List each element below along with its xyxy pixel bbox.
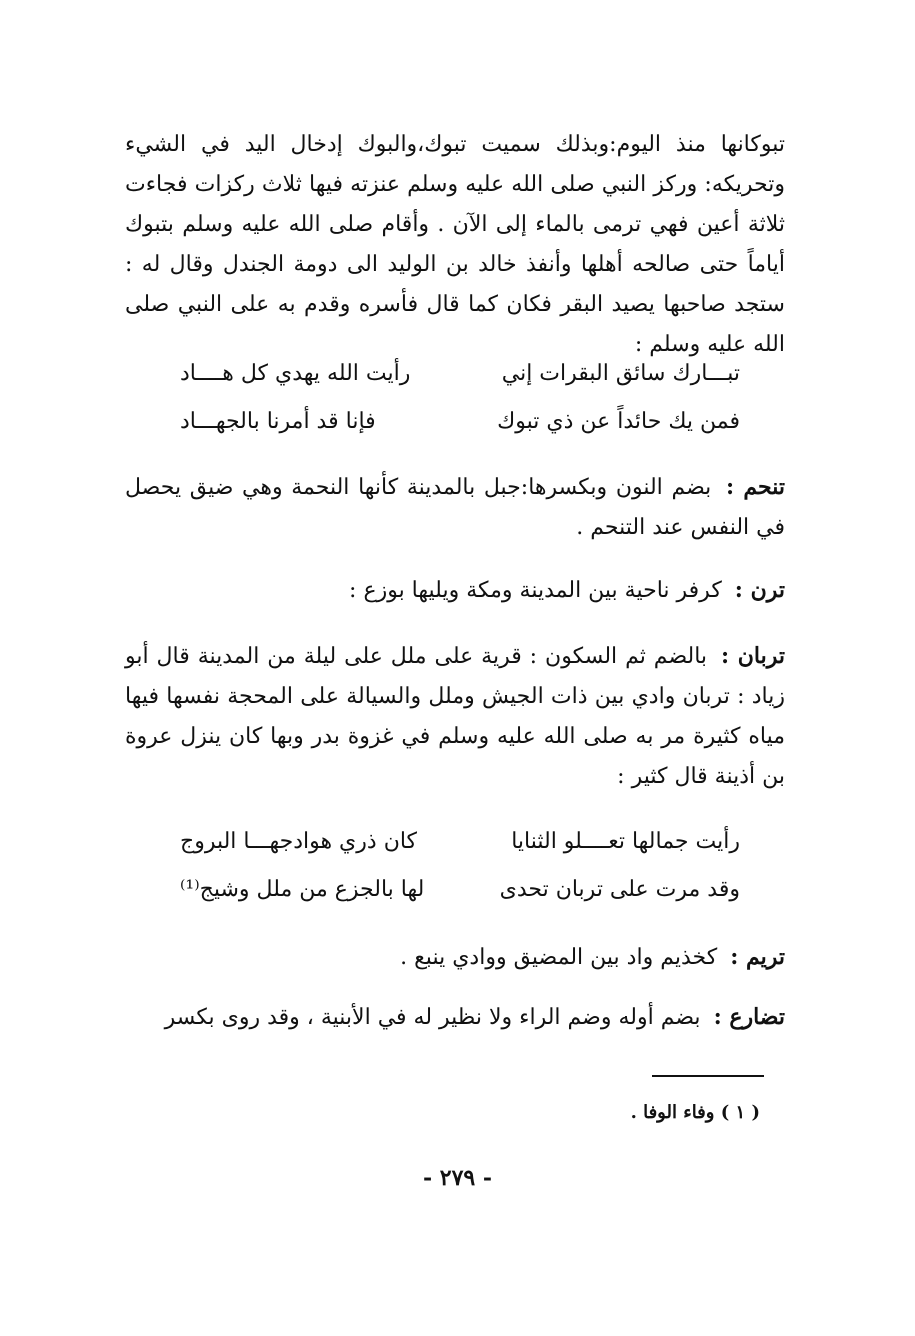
- verse-hemistich-first: فمن يك حائداً عن ذي تبوك: [497, 409, 740, 434]
- paragraph-text: بالضم ثم السكون : قرية على ملل على ليلة من المدينة قال أبو زياد : تربان وادي بين ذات الجيش وملل والسيالة على المحجة نفسها فيها مياه كثيرة مر به صلى الله عليه وسلم في غزوة بدر وبها كان ينزل عروة بن أذينة قال كثير :: [125, 644, 785, 789]
- paragraph-text: تبوكانها منذ اليوم:وبذلك سميت تبوك،والبوك إدخال اليد في الشيء وتحريكه: وركز النبي صلى الله عليه وسلم عنزته فيها ثلاث ركزات فجاءت ثلاثة أعين فهي ترمى بالماء إلى الآن . وأقام صلى الله عليه وسلم بتبوك أياماً حتى صالحه أهلها وأنفذ خالد بن الوليد الى دومة الجندل وقال له : ستجد صاحبها يصيد البقر فكان كما قال فأسره وقدم به على النبي صلى الله عليه وسلم :: [125, 132, 785, 357]
- paragraph-tabuk: [125, 125, 785, 365]
- verse-line-2: [180, 400, 740, 444]
- footnote: ( ١ ) وفاء الوفا .: [630, 1102, 760, 1123]
- paragraph-tanhum: [125, 467, 785, 548]
- paragraph-text: كرفر ناحية بين المدينة ومكة ويليها بوزع :: [349, 578, 722, 603]
- entry-term: تريم :: [730, 944, 785, 970]
- paragraph-text: بضم النون وبكسرها:جبل بالمدينة كأنها النحمة وهي ضيق يحصل في النفس عند التنحم .: [125, 475, 785, 540]
- paragraph-text: بضم أوله وضم الراء ولا نظير له في الأبنية ، وقد روى بكسر: [164, 1005, 701, 1030]
- verse-line-3: [180, 820, 740, 864]
- paragraph-text: كخذيم واد بين المضيق ووادي ينبع .: [400, 945, 718, 970]
- verse-hemistich-first: تبـــارك سائق البقرات إني: [501, 361, 740, 386]
- footnote-divider: [652, 1075, 764, 1077]
- verse-hemistich-second: رأيت الله يهدي كل هــــاد: [180, 361, 411, 386]
- verse-hemistich-second: كان ذري هوادجهـــا البروج: [180, 829, 418, 854]
- verse-line-1: [180, 352, 740, 396]
- entry-term: تربان :: [721, 643, 785, 669]
- verse-hemistich-second: لها بالجزع من ملل وشيج⁽¹⁾: [180, 877, 425, 902]
- entry-term: تضارع :: [713, 1004, 785, 1030]
- paragraph-tadari: [125, 997, 785, 1038]
- paragraph-tarim: [125, 937, 785, 978]
- paragraph-turban: [125, 636, 785, 797]
- entry-term: ترن :: [734, 577, 785, 603]
- verse-hemistich-first: وقد مرت على تربان تحدى: [499, 877, 740, 902]
- verse-hemistich-second: فإنا قد أمرنا بالجهـــاد: [180, 409, 376, 434]
- verse-hemistich-first: رأيت جمالها تعــــلو الثنايا: [511, 829, 740, 854]
- paragraph-turn: [125, 570, 785, 611]
- entry-term: تنحم :: [725, 474, 785, 500]
- verse-line-4: [180, 868, 740, 912]
- page-number: - ٢٧٩ -: [422, 1165, 493, 1191]
